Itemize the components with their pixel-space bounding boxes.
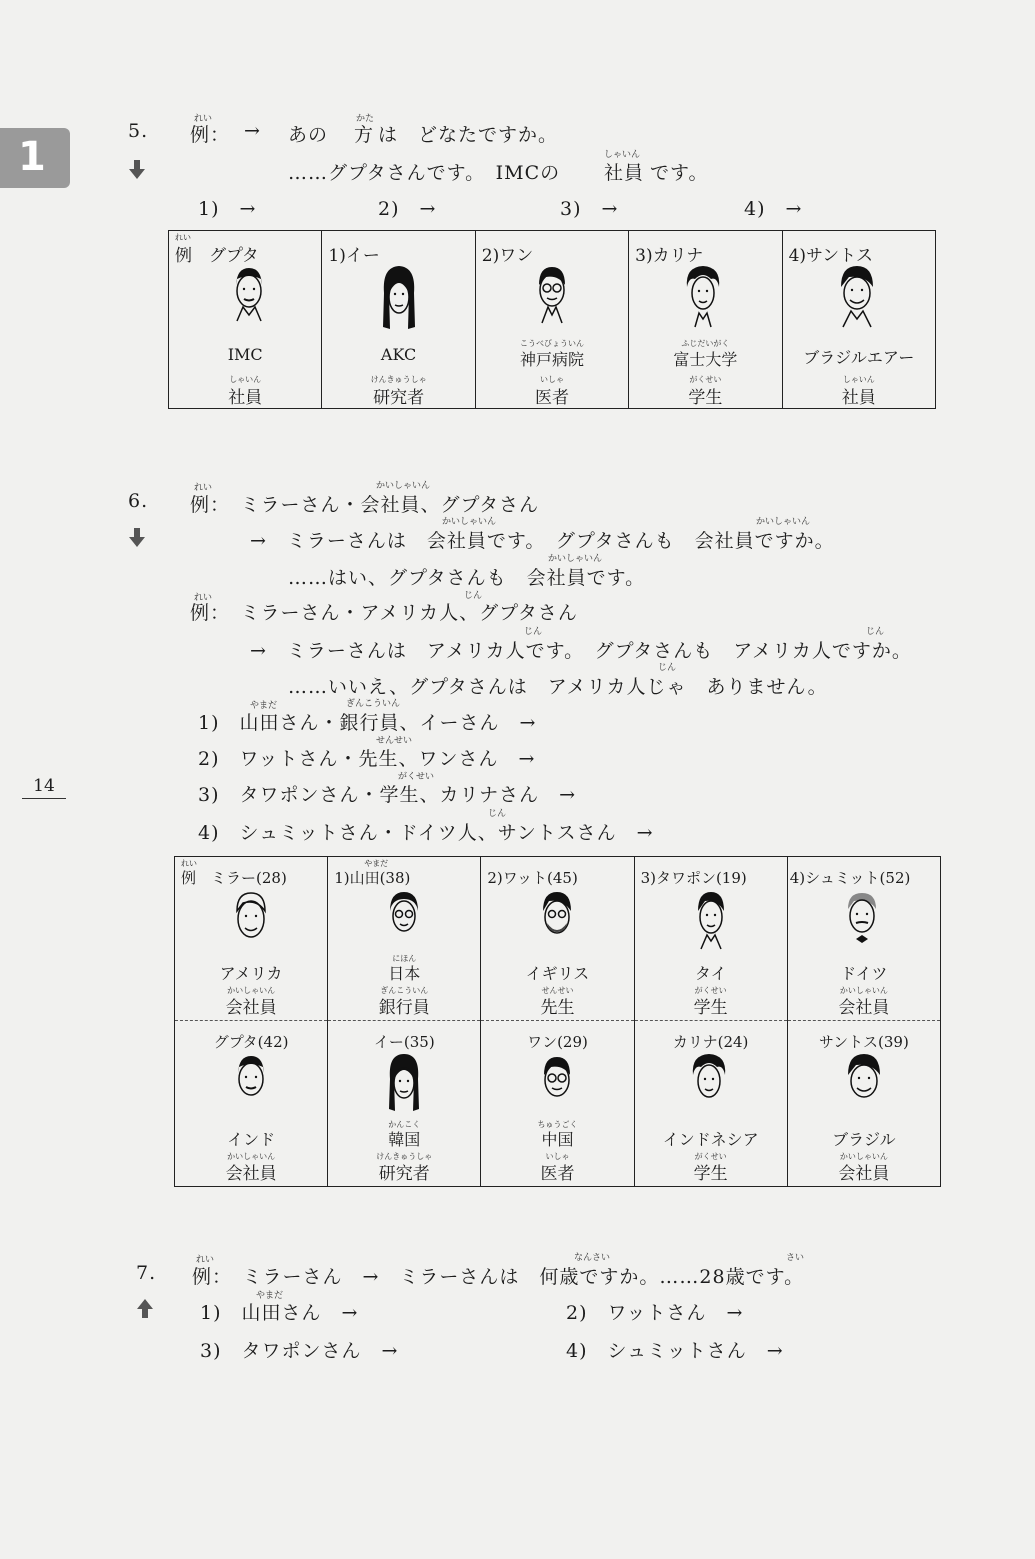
ex6-cell: カリナ(24) インドネシア がくせい 学生 bbox=[634, 1021, 787, 1187]
ex5-cell-role: 社員 bbox=[841, 388, 876, 408]
ex7-item-3: 3) タワポンさん → bbox=[200, 1340, 399, 1362]
ex5-cell-role: 学生 bbox=[688, 388, 723, 408]
smiling-man-portrait-icon bbox=[842, 1051, 886, 1115]
ex6-number: 6. bbox=[128, 490, 149, 512]
older-man-portrait-icon bbox=[840, 889, 884, 951]
ex6-cell: れい 例 ミラー(28) アメリカ かいしゃいん 会社員 bbox=[175, 857, 328, 1021]
ex6-item: 3) タワポンさん・学生、カリナさん → bbox=[198, 784, 577, 806]
ex5-cell-head: 1)イー bbox=[328, 246, 380, 266]
ex5-cell-role: 医者 bbox=[534, 388, 569, 408]
ex6-cell: 2)ワット(45) イギリス せんせい 先生 bbox=[481, 857, 634, 1021]
ex5-cell: 3)カリナ ふじだいがく 富士大学 がくせい 学生 bbox=[629, 231, 782, 409]
ex5-cell-org: 神戸病院 bbox=[519, 350, 584, 369]
glasses-man-portrait-icon bbox=[539, 1053, 575, 1113]
ex6-cell: 4)シュミット(52) ドイツ かいしゃいん 会社員 bbox=[787, 857, 940, 1021]
ex6-person-table bbox=[174, 856, 941, 1187]
ex6-cell: やまだ 1)山田(38) にほん 日本 ぎんこういん 銀行員 bbox=[328, 857, 481, 1021]
ex6-item: 4) シュミットさん・ドイツ人、サントスさん → bbox=[198, 822, 654, 844]
ex7-item-1: 1) 山田さん → bbox=[200, 1302, 359, 1324]
ex6-cell: イー(35) かんこく 韓国 けんきゅうしゃ 研究者 bbox=[328, 1021, 481, 1187]
ex5-cell-org: 富士大学 bbox=[673, 350, 738, 369]
ex5-cell-role: 社員 bbox=[228, 388, 263, 408]
ex5-cell-head: 例 グプタ bbox=[175, 246, 259, 266]
ex5-cell: 4)サントス ブラジルエアー しゃいん 社員 bbox=[782, 231, 935, 409]
ex6-cell: グプタ(42) インド かいしゃいん 会社員 bbox=[175, 1021, 328, 1187]
ex5-cell: 1)イー AKC けんきゅうしゃ 研究者 bbox=[322, 231, 475, 409]
ex6-item: 2) ワットさん・先生、ワンさん → bbox=[198, 748, 536, 770]
ex6-example2-line2: → ミラーさんは アメリカ人です。 グプタさんも アメリカ人ですか。 bbox=[250, 640, 912, 662]
ex5-number: 5. bbox=[128, 120, 149, 142]
ex5-cell-head: 4)サントス bbox=[788, 246, 873, 266]
curly-hair-woman-portrait-icon bbox=[689, 1051, 729, 1115]
ex5-cell-head: 2)ワン bbox=[481, 246, 534, 266]
man-portrait-icon bbox=[231, 889, 271, 957]
ex5-line1-a: あの bbox=[288, 124, 329, 146]
ex6-item: 1) 山田さん・銀行員、イーさん → bbox=[198, 712, 537, 734]
ex5-cell: 2)ワン こうべびょういん 神戸病院 いしゃ 医者 bbox=[475, 231, 628, 409]
curly-hair-woman-portrait-icon bbox=[683, 263, 723, 329]
arrow-down-icon bbox=[128, 528, 146, 548]
ex5-example-label: 例： bbox=[190, 124, 231, 146]
ex5-item-4: 4) → bbox=[744, 198, 803, 220]
man-portrait-icon bbox=[231, 265, 267, 323]
ex5-rei-ruby: れい bbox=[194, 114, 213, 124]
ex5-line1-b-ruby: かた bbox=[356, 114, 375, 124]
ex5-cell-org: AKC bbox=[380, 345, 417, 364]
ex5-item-2: 2) → bbox=[378, 198, 437, 220]
ex6-example2-line3: ……いいえ、グプタさんは アメリカ人じゃ ありません。 bbox=[288, 676, 828, 698]
ex5-line2-b: 社員 bbox=[604, 162, 645, 184]
ex5-line2-b-ruby: しゃいん bbox=[604, 150, 641, 160]
chapter-tab bbox=[0, 128, 70, 188]
ex5-cell-role: 研究者 bbox=[373, 388, 425, 408]
ex6-example1-line1: 例： ミラーさん・会社員、グプタさん bbox=[190, 494, 540, 516]
ex5-line2-a: ……グプタさんです。 IMCの bbox=[288, 162, 561, 184]
ex5-item-3: 3) → bbox=[560, 198, 619, 220]
ex7-item-2: 2) ワットさん → bbox=[566, 1302, 744, 1324]
smiling-man-portrait-icon bbox=[835, 263, 879, 329]
glasses-woman-portrait-icon bbox=[386, 889, 422, 947]
glasses-man-portrait-icon bbox=[534, 263, 570, 325]
ex5-person-table bbox=[168, 230, 936, 409]
ex5-cell-org: ブラジルエアー bbox=[803, 348, 915, 367]
arrow-up-icon bbox=[136, 1298, 154, 1318]
ex5-cell-org: IMC bbox=[227, 345, 263, 364]
ex5-line2-c: です。 bbox=[650, 162, 709, 184]
ex6-cell: サントス(39) ブラジル かいしゃいん 会社員 bbox=[787, 1021, 940, 1187]
ex6-example2-line1: 例： ミラーさん・アメリカ人、グプタさん bbox=[190, 602, 578, 624]
ex7-item-4: 4) シュミットさん → bbox=[566, 1340, 784, 1362]
ex5-arrow: → bbox=[244, 120, 261, 142]
ex5-cell-head: 3)カリナ bbox=[635, 246, 704, 266]
ex5-line1-b: 方 bbox=[354, 124, 375, 146]
ex5-cell: れい 例 グプタ IMC しゃいん 社員 bbox=[169, 231, 322, 409]
ex5-line1-c: は どなたですか。 bbox=[378, 124, 559, 146]
page-number: 14 bbox=[22, 776, 66, 799]
ex6-example1-line2: → ミラーさんは 会社員です。 グプタさんも 会社員ですか。 bbox=[250, 530, 835, 552]
man-portrait-icon bbox=[233, 1053, 269, 1111]
arrow-down-icon bbox=[128, 160, 146, 180]
ex6-cell: ワン(29) ちゅうごく 中国 いしゃ 医者 bbox=[481, 1021, 634, 1187]
ex6-example1-line3: ……はい、グプタさんも 会社員です。 bbox=[288, 567, 646, 589]
young-man-portrait-icon bbox=[693, 889, 729, 951]
woman-portrait-icon bbox=[378, 263, 420, 337]
chapter-number: 1 bbox=[18, 134, 46, 180]
woman-portrait-icon bbox=[384, 1051, 424, 1115]
bearded-man-portrait-icon bbox=[537, 889, 577, 951]
ex7-example: 例： ミラーさん → ミラーさんは 何歳ですか。……28歳です。 bbox=[192, 1266, 805, 1288]
ex5-item-1: 1) → bbox=[198, 198, 257, 220]
ex7-number: 7. bbox=[136, 1262, 157, 1284]
ex6-cell: 3)タワポン(19) タイ がくせい 学生 bbox=[634, 857, 787, 1021]
